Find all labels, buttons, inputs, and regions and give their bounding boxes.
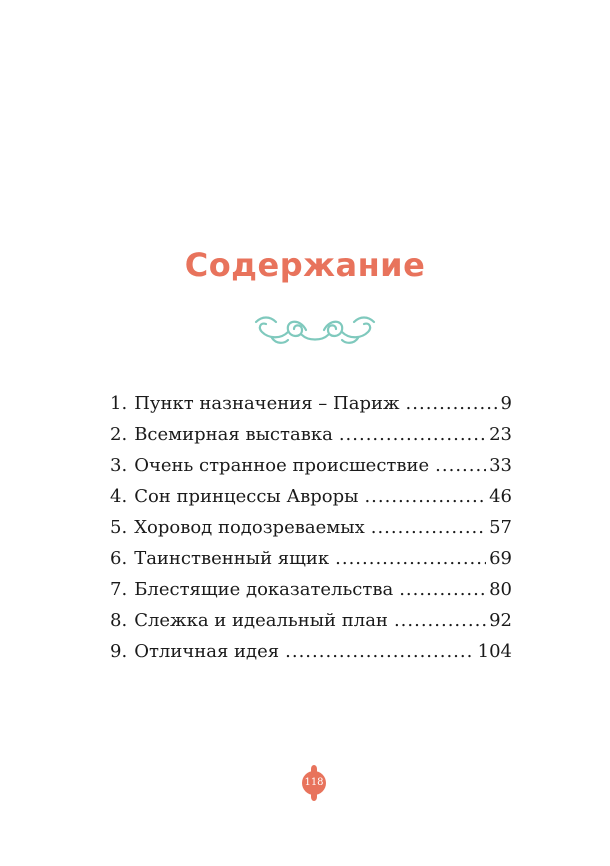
toc-entry-page: 46 xyxy=(489,486,512,507)
toc-entry-page: 9 xyxy=(500,393,512,414)
dot-leader xyxy=(399,579,486,600)
toc-entry-number: 1. xyxy=(110,393,128,414)
toc-entry-number: 7. xyxy=(110,579,128,600)
toc-entry-title: Пункт назначения – Париж xyxy=(134,393,400,414)
toc-entry-title: Всемирная выставка xyxy=(134,424,333,445)
dot-leader xyxy=(364,486,486,507)
toc-entry-6[interactable] xyxy=(110,548,512,579)
toc-entry-page: 80 xyxy=(489,579,512,600)
toc-entry-page: 57 xyxy=(489,517,512,538)
toc-entry-page: 104 xyxy=(477,641,512,662)
toc-entry-7[interactable] xyxy=(110,579,512,610)
toc-entry-1[interactable] xyxy=(110,393,512,424)
dot-leader xyxy=(285,641,475,662)
toc-entry-number: 3. xyxy=(110,455,128,476)
toc-entry-page: 23 xyxy=(489,424,512,445)
toc-entry-title: Таинственный ящик xyxy=(134,548,330,569)
toc-entry-5[interactable] xyxy=(110,517,512,548)
dot-leader xyxy=(339,424,486,445)
toc-entry-2[interactable] xyxy=(110,424,512,455)
toc-entry-page: 69 xyxy=(489,548,512,569)
toc-entry-title: Очень странное происшествие xyxy=(134,455,430,476)
dot-leader xyxy=(335,548,486,569)
swirl-divider-icon xyxy=(250,308,380,348)
dot-leader xyxy=(394,610,486,631)
toc-entry-number: 5. xyxy=(110,517,128,538)
toc-entry-8[interactable] xyxy=(110,610,512,641)
toc-entry-number: 8. xyxy=(110,610,128,631)
toc-entry-3[interactable] xyxy=(110,455,512,486)
table-of-contents xyxy=(110,393,512,672)
toc-entry-title: Сон принцессы Авроры xyxy=(134,486,359,507)
page-number-badge: 118 xyxy=(302,771,326,795)
toc-entry-9[interactable] xyxy=(110,641,512,672)
toc-entry-number: 9. xyxy=(110,641,128,662)
toc-entry-number: 4. xyxy=(110,486,128,507)
toc-entry-page: 33 xyxy=(489,455,512,476)
contents-heading: Содержание xyxy=(184,246,426,284)
toc-entry-title: Отличная идея xyxy=(134,641,280,662)
toc-entry-page: 92 xyxy=(489,610,512,631)
dot-leader xyxy=(435,455,486,476)
toc-entry-title: Хоровод подозреваемых xyxy=(134,517,365,538)
dot-leader xyxy=(406,393,498,414)
toc-entry-4[interactable] xyxy=(110,486,512,517)
toc-entry-number: 2. xyxy=(110,424,128,445)
toc-entry-title: Блестящие доказательства xyxy=(134,579,394,600)
dot-leader xyxy=(371,517,486,538)
toc-entry-title: Слежка и идеальный план xyxy=(134,610,388,631)
toc-entry-number: 6. xyxy=(110,548,128,569)
